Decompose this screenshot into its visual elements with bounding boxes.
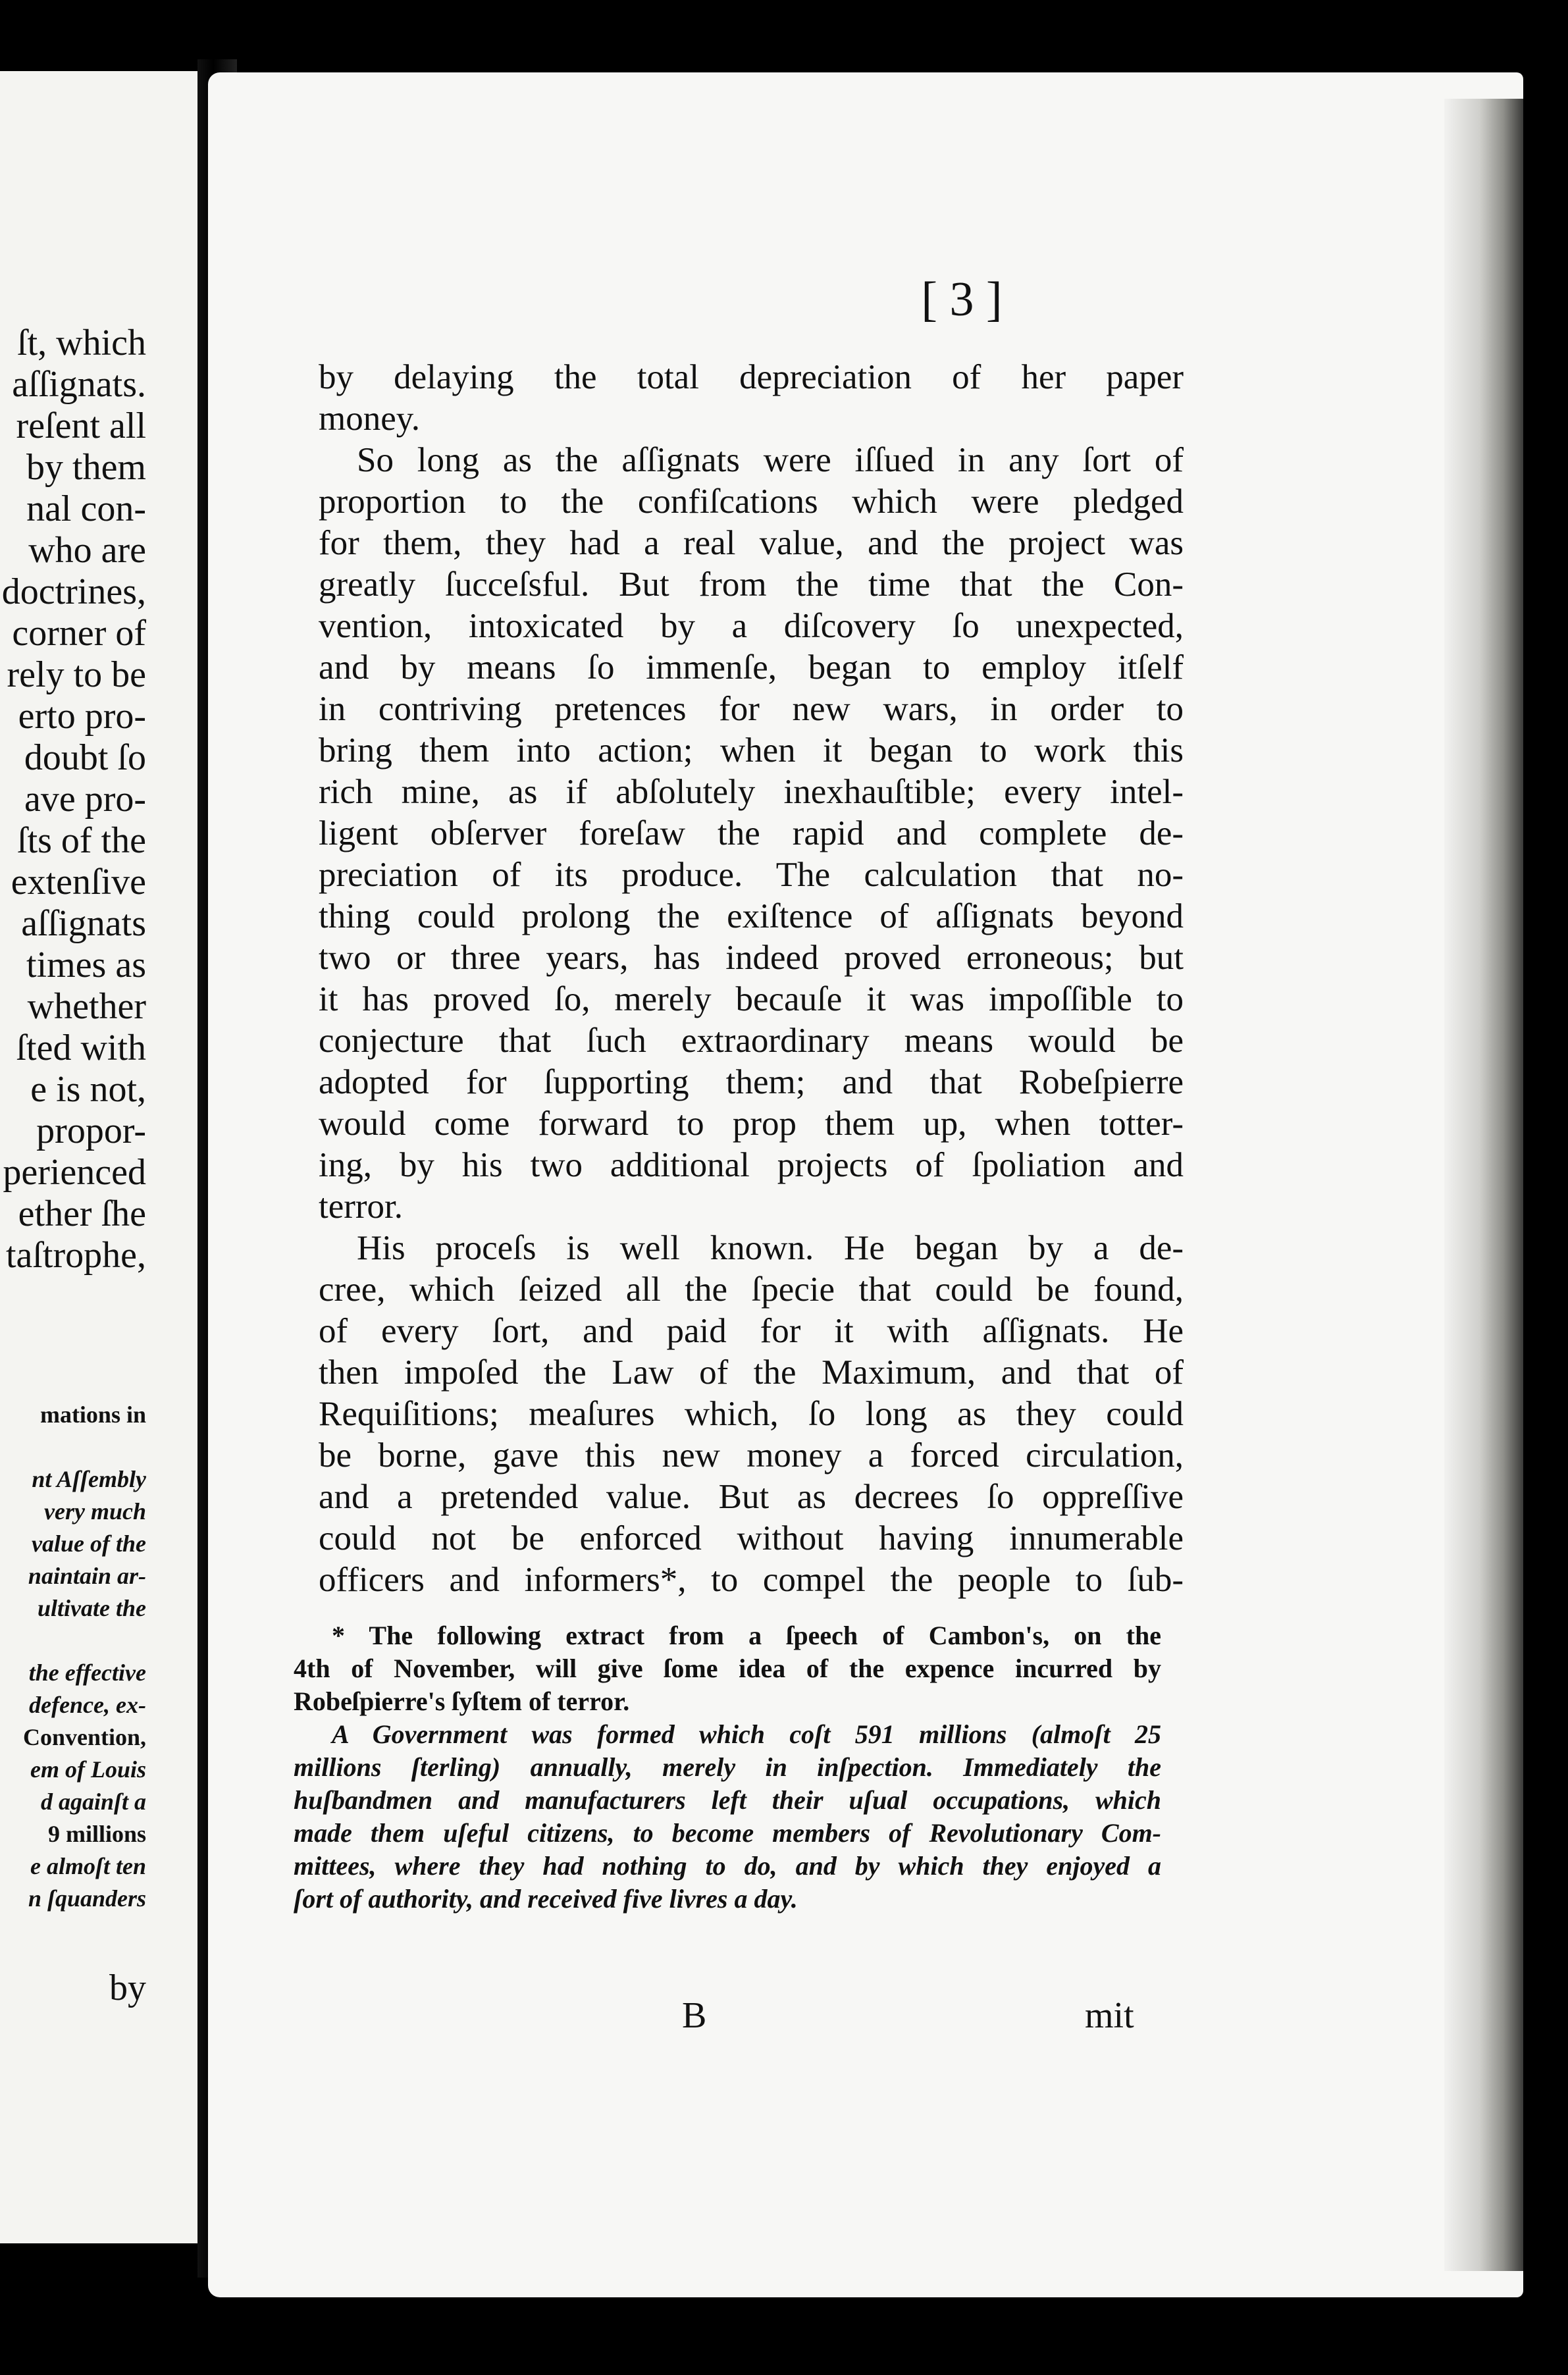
previous-page-note-line: nt Aſſembly xyxy=(32,1466,146,1492)
previous-page-line: aſſignats. xyxy=(12,364,146,405)
text-line: and by means ſo immenſe, began to employ itſelf xyxy=(319,648,1184,687)
previous-page-note-line: defence, ex- xyxy=(29,1692,146,1718)
previous-page-line: nal con- xyxy=(26,488,146,529)
previous-page-line: who are xyxy=(28,530,146,571)
text-line: So long as the aſſignats were iſſued in any ſort of xyxy=(357,441,1184,479)
previous-page-line: doubt ſo xyxy=(24,737,146,778)
text-line: Requiſitions; meaſures which, ſo long as they could xyxy=(319,1395,1184,1433)
previous-page-footnote xyxy=(0,1399,146,1915)
text-line: proportion to the confiſcations which were pledged xyxy=(319,483,1184,521)
footnote xyxy=(294,1619,1161,1916)
previous-page-line: propor- xyxy=(36,1110,146,1151)
previous-page-note-line: the effective xyxy=(28,1659,146,1686)
footnote-line: Robeſpierre's ſyſtem of terror. xyxy=(294,1686,630,1716)
previous-page-line: ave pro- xyxy=(24,779,146,820)
footnote-line: 4th of November, will give ſome idea of the expence incurred by xyxy=(294,1654,1161,1683)
footnote-line: huſbandmen and manufacturers left their uſual occupations, which xyxy=(294,1785,1161,1815)
previous-page-note-line: d againſt a xyxy=(40,1788,146,1815)
previous-page-line: aſſignats xyxy=(21,903,146,944)
text-line: vention, intoxicated by a diſcovery ſo unexpected, xyxy=(319,607,1184,645)
previous-page-note-line: mations in xyxy=(39,1401,146,1428)
text-line: by delaying the total depreciation of her paper xyxy=(319,358,1184,396)
text-line: preciation of its produce. The calculation that no- xyxy=(319,856,1184,894)
previous-page-catchword: by xyxy=(109,1968,146,2008)
page-edge-shadow xyxy=(1444,99,1523,2271)
previous-page-note-line: naintain ar- xyxy=(28,1563,146,1589)
previous-page-note-line: 9 millions xyxy=(47,1821,146,1847)
previous-page-line: doctrines, xyxy=(1,571,146,612)
text-line: ing, by his two additional projects of ſpoliation and xyxy=(319,1146,1184,1184)
footnote-line: ſort of authority, and received five livres a day. xyxy=(294,1884,798,1914)
text-line: for them, they had a real value, and the project was xyxy=(319,524,1184,562)
text-line: conjecture that ſuch extraordinary means would be xyxy=(319,1022,1184,1060)
text-line: adopted for ſupporting them; and that Robeſpierre xyxy=(319,1063,1184,1101)
text-line: money. xyxy=(319,400,421,438)
text-line: ligent obſerver foreſaw the rapid and complete de- xyxy=(319,814,1184,852)
previous-page-line: whether xyxy=(27,986,146,1027)
text-line: then impoſed the Law of the Maximum, and that of xyxy=(319,1353,1184,1392)
previous-page-fragment xyxy=(0,71,209,2243)
previous-page-line: reſent all xyxy=(16,405,146,446)
previous-page-line: taſtrophe, xyxy=(5,1235,146,1276)
footnote-line: millions ſterling) annually, merely in inſpection. Immediately the xyxy=(294,1752,1161,1782)
text-line: officers and informers*, to compel the people to ſub- xyxy=(319,1561,1184,1599)
previous-page-note-line xyxy=(0,1625,146,1657)
text-line: it has proved ſo, merely becauſe it was impoſſible to xyxy=(319,980,1184,1018)
previous-page-line: e is not, xyxy=(30,1069,146,1110)
text-line: would come forward to prop them up, when totter- xyxy=(319,1105,1184,1143)
text-line: of every ſort, and paid for it with aſſignats. He xyxy=(319,1312,1184,1350)
previous-page-note-line: very much xyxy=(44,1498,146,1525)
previous-page-note-line: ultivate the xyxy=(38,1595,146,1621)
text-line: could not be enforced without having innumerable xyxy=(319,1519,1184,1557)
text-line: in contriving pretences for new wars, in order to xyxy=(319,690,1184,728)
text-line: be borne, gave this new money a forced circulation, xyxy=(319,1436,1184,1475)
previous-page-line: rely to be xyxy=(7,654,146,695)
previous-page-note-line: Convention, xyxy=(22,1724,146,1750)
previous-page-line: perienced xyxy=(3,1152,146,1193)
previous-page-line: erto pro- xyxy=(18,696,146,737)
previous-page-note-line: n ſquanders xyxy=(28,1885,146,1912)
text-line: bring them into action; when it began to work this xyxy=(319,731,1184,770)
previous-page-line: ſted with xyxy=(16,1028,146,1068)
previous-page-line: ſts of the xyxy=(17,820,146,861)
previous-page-note-line: em of Louis xyxy=(30,1756,146,1783)
footnote-line: made them uſeful citizens, to become members of Revolutionary Com- xyxy=(294,1818,1161,1848)
previous-page-line: ſt, which xyxy=(17,323,146,363)
previous-page-text xyxy=(0,323,146,1276)
previous-page-line: extenſive xyxy=(11,862,146,902)
previous-page-line: times as xyxy=(26,945,146,985)
body-text xyxy=(319,357,1184,1601)
previous-page-line: by them xyxy=(26,447,146,488)
text-line: thing could prolong the exiſtence of aſſignats beyond xyxy=(319,897,1184,935)
previous-page-line: ether ſhe xyxy=(18,1193,146,1234)
footnote-line: A Government was formed which coſt 591 millions (almoſt 25 xyxy=(332,1719,1161,1749)
previous-page-note-line: e almoſt ten xyxy=(30,1853,146,1879)
page-number: [ 3 ] xyxy=(921,273,1003,326)
text-line: and a pretended value. But as decrees ſo oppreſſive xyxy=(319,1478,1184,1516)
page xyxy=(208,72,1523,2297)
footnote-line: mittees, where they had nothing to do, and by which they enjoyed a xyxy=(294,1851,1161,1881)
signature-mark: B xyxy=(682,1995,707,2036)
text-line: His proceſs is well known. He began by a de- xyxy=(357,1229,1184,1267)
text-line: cree, which ſeized all the ſpecie that could be found, xyxy=(319,1270,1184,1309)
text-line: greatly ſucceſsful. But from the time that the Con- xyxy=(319,565,1184,604)
previous-page-note-line: value of the xyxy=(32,1530,146,1557)
previous-page-note-line xyxy=(0,1431,146,1463)
text-line: terror. xyxy=(319,1188,404,1226)
text-line: two or three years, has indeed proved erroneous; but xyxy=(319,939,1184,977)
footnote-line: * The following extract from a ſpeech of Cambon's, on the xyxy=(332,1621,1161,1650)
text-line: rich mine, as if abſolutely inexhauſtible; every intel- xyxy=(319,773,1184,811)
previous-page-line: corner of xyxy=(12,613,146,654)
catchword: mit xyxy=(1085,1995,1134,2036)
